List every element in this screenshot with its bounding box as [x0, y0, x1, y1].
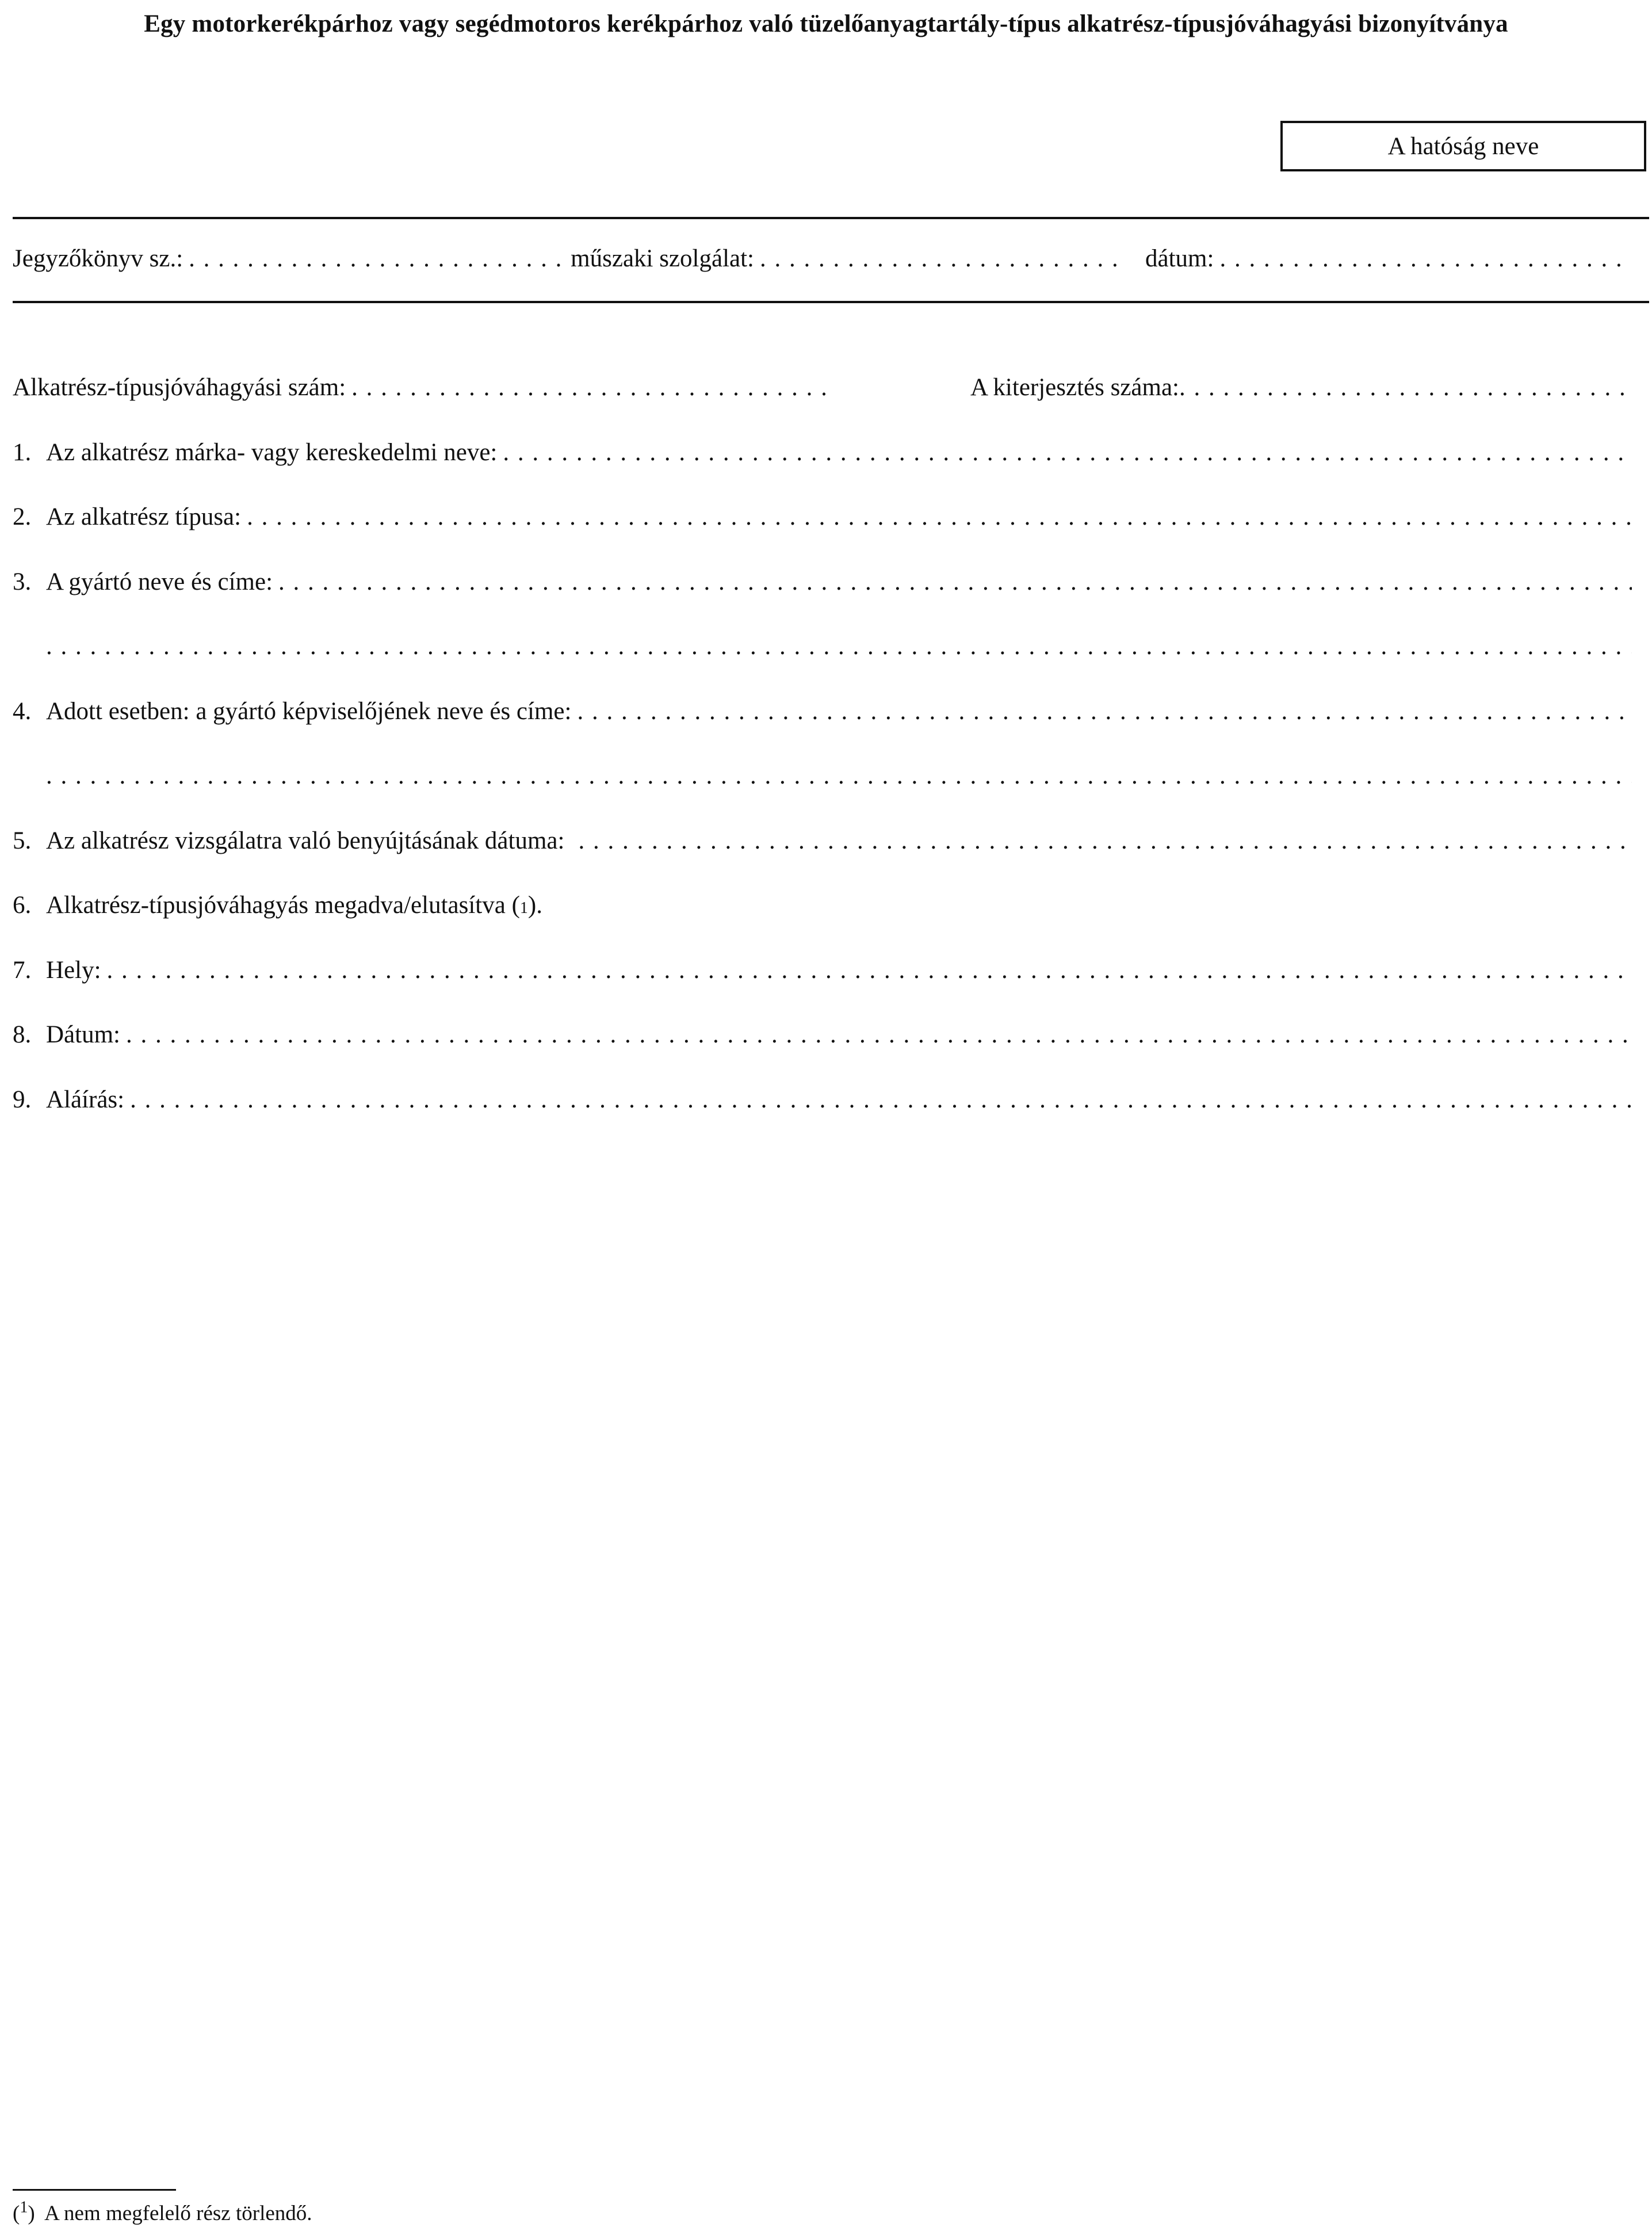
item-8-label: Dátum: [46, 1021, 120, 1048]
item-2-number: 2. [13, 503, 32, 530]
authority-name-box: A hatóság neve [1280, 121, 1646, 171]
item-9-field[interactable] [130, 1083, 1632, 1117]
item-6-label-end: ). [527, 892, 542, 919]
item-8-number: 8. [13, 1021, 32, 1048]
item-3-continuation [46, 629, 1632, 664]
item-7-line [13, 953, 1632, 988]
footnote-marker: 1 [20, 2198, 28, 2217]
item-9-number: 9. [13, 1086, 32, 1113]
document-title: Egy motorkerékpárhoz vagy segédmotoros kerékpárhoz való tüzelőanyagtartály-típus alkatrész-típusjóváhagyási bizonyítványa [144, 10, 1508, 37]
item-9-label: Aláírás: [46, 1086, 125, 1113]
item-8-field[interactable] [126, 1018, 1632, 1052]
extension-number-field[interactable] [1179, 370, 1632, 405]
footnote-text: A nem megfelelő rész törlendő. [44, 2202, 312, 2225]
item-4-number: 4. [13, 698, 32, 725]
report-line [13, 242, 1632, 276]
technical-service-field[interactable] [760, 242, 1128, 276]
report-number-label: Jegyzőkönyv sz.: [13, 245, 183, 272]
item-7-number: 7. [13, 957, 32, 984]
approval-number-field[interactable] [351, 370, 829, 405]
item-4-label: Adott esetben: a gyártó képviselőjének neve és címe: [46, 698, 572, 725]
item-7-label: Hely: [46, 957, 101, 984]
item-5-label: Az alkatrész vizsgálatra való benyújtásának dátuma: [46, 827, 565, 854]
item-3-label: A gyártó neve és címe: [46, 568, 273, 595]
item-2-label: Az alkatrész típusa: [46, 503, 242, 530]
item-1-field[interactable] [503, 435, 1632, 470]
date-label: dátum: [1145, 245, 1214, 272]
item-3-number: 3. [13, 568, 32, 595]
item-3-field-continuation[interactable] [46, 629, 1632, 664]
item-4-continuation [46, 759, 1632, 793]
item-6-label: Alkatrész-típusjóváhagyás megadva/elutasítva ( [46, 892, 520, 919]
item-8-line [13, 1018, 1632, 1052]
extension-number-line [970, 370, 1632, 405]
technical-service-label: műszaki szolgálat: [571, 245, 754, 272]
item-3-field[interactable] [278, 565, 1632, 599]
item-6-number: 6. [13, 892, 32, 919]
item-5-line [13, 824, 1632, 858]
item-1-number: 1. [13, 439, 32, 466]
item-4-field[interactable] [577, 694, 1632, 729]
item-2-field[interactable] [247, 500, 1632, 534]
item-5-number: 5. [13, 827, 32, 854]
item-1-label: Az alkatrész márka- vagy kereskedelmi neve: [46, 439, 498, 466]
date-field[interactable] [1219, 242, 1632, 276]
item-5-field[interactable] [578, 824, 1632, 858]
item-6-line: 6. Alkatrész-típusjóváhagyás megadva/elutasítva ( 1 ). [13, 888, 1632, 923]
footnote-separator [13, 2189, 176, 2191]
item-9-line [13, 1083, 1632, 1117]
item-4-line [13, 694, 1632, 729]
item-2-line [13, 500, 1632, 534]
footnote: ($^1$) A nem megfelelő rész törlendő. [13, 2198, 312, 2225]
item-3-line [13, 565, 1632, 599]
report-number-field[interactable] [189, 242, 563, 276]
item-4-field-continuation[interactable] [46, 759, 1632, 793]
top-divider [13, 217, 1649, 219]
approval-number-label: Alkatrész-típusjóváhagyási szám: [13, 374, 346, 401]
extension-number-label: A kiterjesztés száma: [970, 374, 1179, 401]
item-1-line [13, 435, 1632, 470]
bottom-divider [13, 301, 1649, 303]
approval-number-line [13, 370, 829, 405]
item-7-field[interactable] [107, 953, 1632, 988]
